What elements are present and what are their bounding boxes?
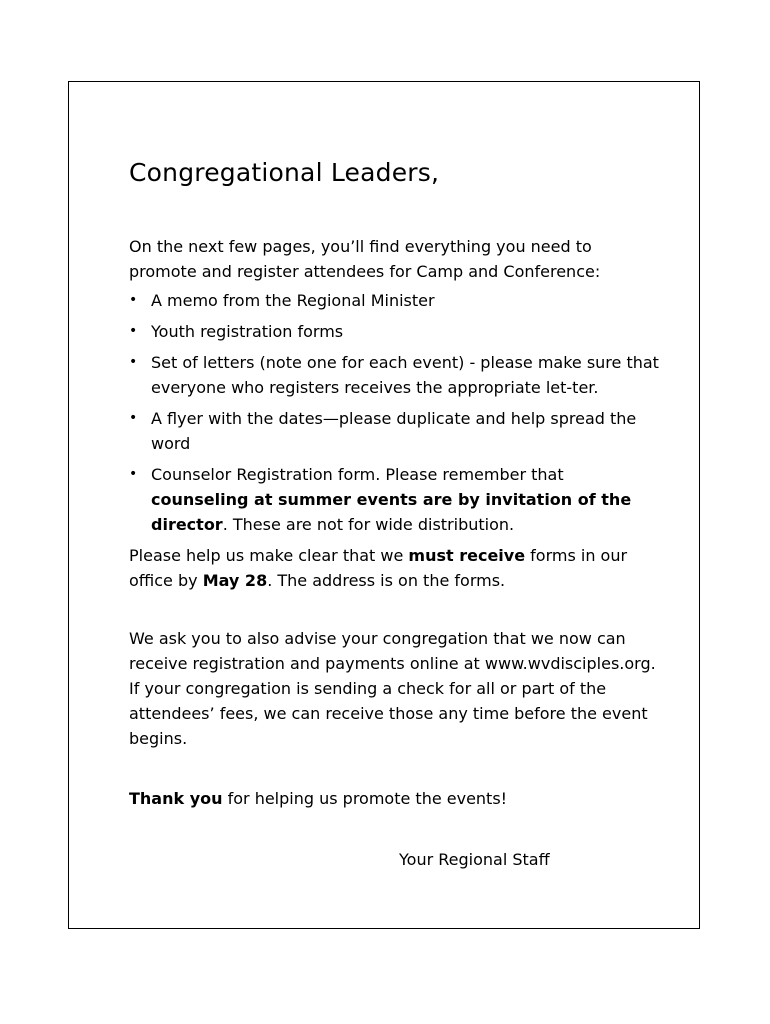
deadline-date: May 28	[202, 571, 268, 590]
thanks-text: for helping us promote the events!	[222, 789, 508, 808]
checklist	[129, 288, 659, 537]
deadline-text-mid: forms in our office by	[129, 546, 628, 590]
counselor-text-end: . These are not for wide distribution.	[222, 515, 515, 534]
deadline-text-end: . The address is on the forms.	[267, 571, 506, 590]
signature: Your Regional Staff	[399, 850, 550, 869]
list-item: • A memo from the Regional Minister	[129, 288, 659, 313]
counselor-text: Counselor Registration form. Please remember that	[151, 465, 564, 484]
list-item: • A flyer with the dates—please duplicate and help spread the word	[129, 406, 659, 456]
thanks-paragraph	[129, 786, 659, 811]
salutation: Congregational Leaders,	[129, 158, 440, 187]
page-border	[68, 81, 700, 929]
list-item: • Youth registration forms	[129, 319, 659, 344]
intro-paragraph: On the next few pages, you’ll find everything you need to promote and register attendees for Camp and Conference:	[129, 237, 601, 281]
list-item: • Set of letters (note one for each event) - please make sure that everyone who registers receives the appropriate let-ter.	[129, 350, 659, 400]
list-item-counselor	[129, 462, 659, 537]
letter-body	[129, 156, 659, 872]
thank-you-emphasis: Thank you	[129, 789, 223, 808]
deadline-paragraph	[129, 543, 659, 593]
must-receive-emphasis: must receive	[408, 546, 526, 565]
deadline-text: Please help us make clear that we	[129, 546, 409, 565]
counselor-emphasis: counseling at summer events are by invitation of the director	[151, 490, 632, 534]
online-paragraph: We ask you to also advise your congregation that we now can receive registration and payments online at www.wvdisciples.org. If your congregation is sending a check for all or part of the attendees’ fees, we can receive those any time before the event begins.	[129, 629, 656, 748]
